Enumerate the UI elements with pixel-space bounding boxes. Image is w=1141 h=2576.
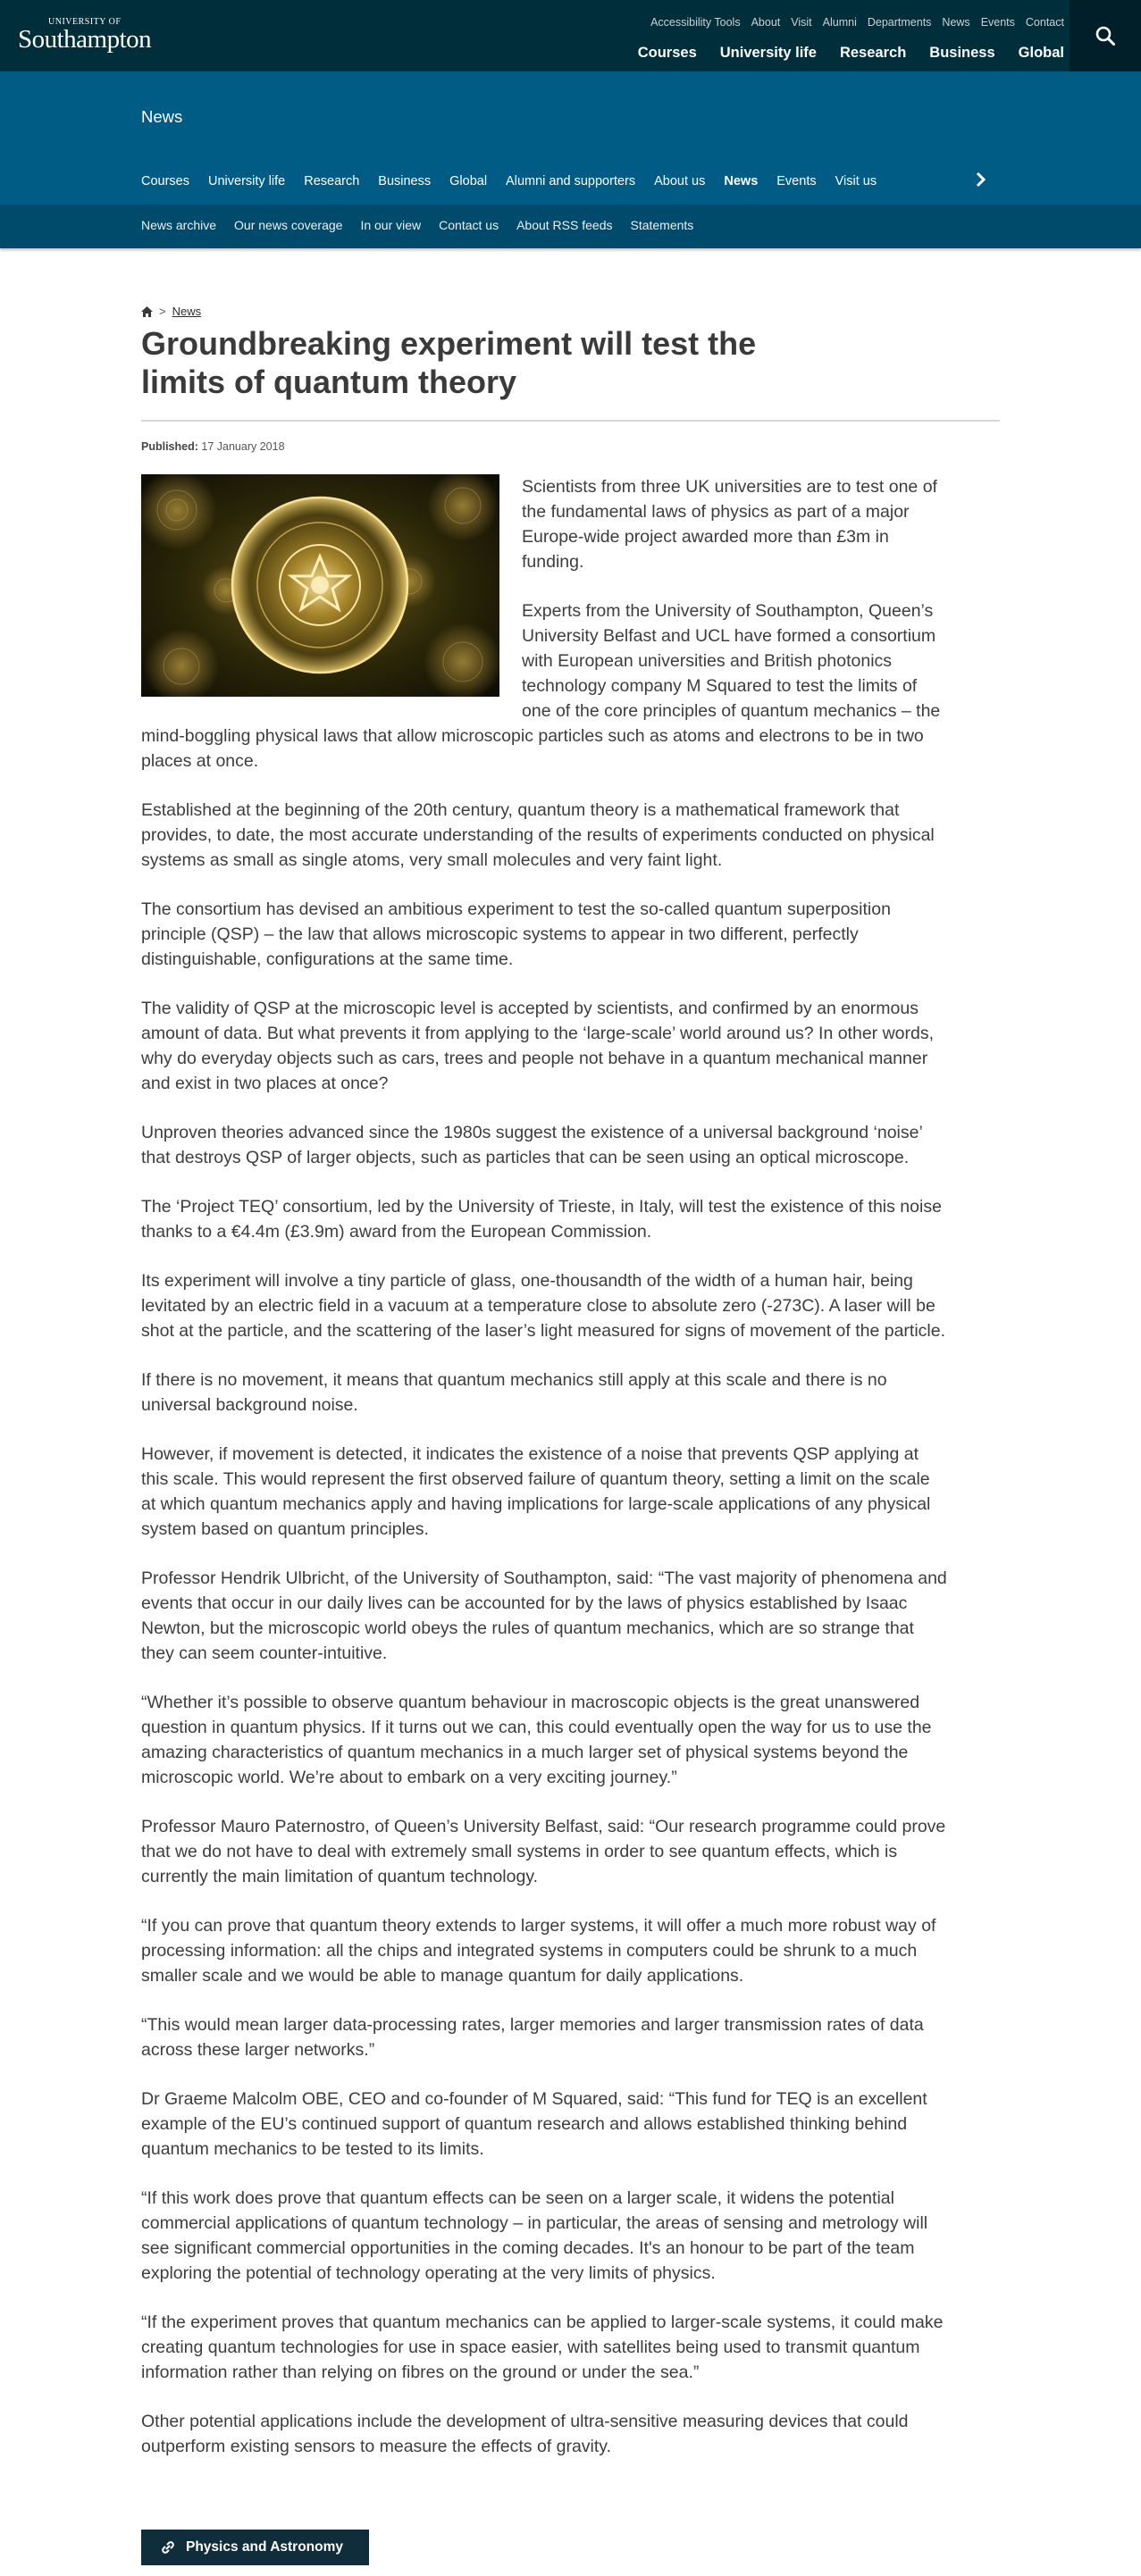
main-nav-university-life[interactable]: University life (719, 45, 817, 61)
physics-and-astronomy-label: Physics and Astronomy (186, 2539, 344, 2555)
article-paragraph: The ‘Project TEQ’ consortium, led by the University of Trieste, in Italy, will test the existence of this noise thanks to a €4.4m (£3.9m) award from the European Commission. (141, 1197, 942, 1242)
main-nav-business[interactable]: Business (929, 45, 995, 61)
main-nav-global[interactable]: Global (1018, 45, 1064, 61)
top-bar (0, 0, 1141, 71)
section-nav-events[interactable]: Events (776, 174, 817, 188)
link-icon (161, 2540, 175, 2555)
search-button[interactable] (1070, 0, 1141, 71)
section-nav-about-us[interactable]: About us (654, 174, 706, 188)
article-paragraph: “Whether it’s possible to observe quantum behaviour in macroscopic objects is the great unanswered question in quantum physics. If it turns out we can, this could eventually open the way for us to use the amazing characteristics of quantum mechanics in a much larger set of physical systems beyond the microscopic world. We’re about to embark on a very exciting journey.” (141, 1693, 932, 1787)
subnav-our-news-coverage[interactable]: Our news coverage (234, 218, 343, 232)
article-paragraph: “If this work does prove that quantum effects can be seen on a larger scale, it widens the potential commercial applications of quantum technology – in particular, the areas of sensing and metrology will see significant commercial opportunities in the coming decades. It's an honour to be part of the team exploring the potential of technology operating at the very limits of physics. (141, 2188, 928, 2283)
section-subnav (141, 218, 693, 232)
util-link-alumni[interactable]: Alumni (822, 16, 857, 29)
util-link-news[interactable]: News (942, 16, 970, 29)
util-link-accessibility-tools[interactable]: Accessibility Tools (650, 16, 741, 29)
chevron-right-icon (974, 170, 988, 189)
section-nav (141, 174, 877, 188)
article-paragraph: However, if movement is detected, it indicates the existence of a noise that prevents QSP applying at this scale. This would represent the first observed failure of quantum theory, setting a limit on the scale at which quantum mechanics apply and having implications for large-scale applications of any physical system based on quantum principles. (141, 1444, 931, 1539)
article-paragraph: “If you can prove that quantum theory extends to larger systems, it will offer a much more robust way of processing information: all the chips and integrated systems in computers could be shrunk to a much smaller scale and we would be able to manage quantum for daily applications. (141, 1916, 936, 1986)
section-nav-business[interactable]: Business (378, 174, 432, 188)
article-paragraph: The validity of QSP at the microscopic level is accepted by scientists, and confirmed by an enormous amount of data. But what prevents it from applying to the ‘large-scale’ world around us? In other words, why do everyday objects such as cars, trees and people not behave in a quantum mechanical manner and exist in two places at once? (141, 999, 935, 1093)
section-nav-alumni[interactable]: Alumni and supporters (506, 174, 636, 188)
util-link-events[interactable]: Events (980, 16, 1015, 29)
article-paragraph: Its experiment will involve a tiny particle of glass, one-thousandth of the width of a human hair, being levitated by an electric field in a vacuum at a temperature close to absolute zero (-273C). A laser will be shot at the particle, and the scattering of the laser’s light measured for signs of movement of the particle. (141, 1271, 946, 1341)
article-paragraph: Professor Hendrik Ulbricht, of the University of Southampton, said: “The vast majority of phenomena and events that occur in our daily lives can be accounted for by the laws of physics established by Isaac Newton, but the microscopic world obeys the rules of quantum mechanics, which are so strange that they can seem counter-intuitive. (141, 1568, 947, 1663)
article-paragraph: The consortium has devised an ambitious experiment to test the so-called quantum superposition principle (QSP) – the law that allows microscopic systems to appear in two different, perfectly distinguishable, configurations at the same time. (141, 899, 891, 969)
breadcrumb-separator: > (159, 305, 166, 318)
published-label: Published: (141, 440, 198, 453)
quantum-fractal-image (141, 474, 499, 697)
article-body (141, 474, 949, 2483)
section-nav-next-button[interactable] (974, 170, 988, 194)
search-icon (1095, 25, 1116, 46)
home-icon[interactable] (141, 306, 153, 317)
logo-small-text: UNIVERSITY OF (48, 17, 122, 27)
breadcrumb-news-link[interactable]: News (172, 305, 202, 318)
section-subnav-bar (0, 205, 1141, 248)
section-header (0, 71, 1141, 205)
main-nav-research[interactable]: Research (839, 45, 907, 61)
article-paragraph: Established at the beginning of the 20th century, quantum theory is a mathematical framework that provides, to date, the most accurate understanding of the results of experiments conducted on physical systems as small as single atoms, very small molecules and very faint light. (141, 800, 935, 870)
article-paragraph: “This would mean larger data-processing rates, larger memories and larger transmission rates of data across these larger networks.” (141, 2015, 924, 2060)
published-date (141, 440, 285, 453)
subnav-in-our-view[interactable]: In our view (360, 218, 422, 232)
util-link-contact[interactable]: Contact (1025, 16, 1064, 29)
section-nav-global[interactable]: Global (449, 174, 488, 188)
university-logo[interactable] (18, 18, 151, 53)
subnav-contact-us[interactable]: Contact us (439, 218, 499, 232)
util-link-about[interactable]: About (751, 16, 781, 29)
article-paragraph: Dr Graeme Malcolm OBE, CEO and co-founder of M Squared, said: “This fund for TEQ is an excellent example of the EU’s continued support of quantum research and allows established thinking behind quantum mechanics to be tested to its limits. (141, 2089, 927, 2159)
article-paragraph: “If the experiment proves that quantum mechanics can be applied to larger-scale systems, it could make creating quantum technologies for use in space easier, with satellites being used to transmit quantum information rather than relying on fibres on the ground or under the sea.” (141, 2313, 944, 2382)
article-paragraph: If there is no movement, it means that quantum mechanics still apply at this scale and there is no universal background noise. (141, 1370, 887, 1415)
breadcrumb (141, 305, 201, 318)
title-divider (141, 420, 1000, 422)
section-nav-news[interactable]: News (724, 174, 759, 188)
util-link-visit[interactable]: Visit (791, 16, 812, 29)
logo-big-text: Southampton (18, 25, 152, 54)
main-nav (638, 45, 1064, 62)
section-title: News (141, 107, 183, 126)
article-paragraph: Experts from the University of Southampton, Queen’s University Belfast and UCL have formed a consortium with European universities and British photonics technology company M Squared to test the limits of one of the core principles of quantum mechanics – the mind-boggling physical laws that allow microscopic particles such as atoms and electrons to be in two places at once. (141, 601, 941, 771)
section-nav-university-life[interactable]: University life (208, 174, 286, 188)
main-nav-courses[interactable]: Courses (637, 45, 697, 61)
subnav-about-rss-feeds[interactable]: About RSS feeds (516, 218, 613, 232)
article-paragraph: Scientists from three UK universities are to test one of the fundamental laws of physics as part of a major Europe-wide project awarded more than £3m in funding. (522, 477, 937, 572)
subnav-statements[interactable]: Statements (630, 218, 694, 232)
util-link-departments[interactable]: Departments (867, 16, 932, 29)
section-nav-research[interactable]: Research (304, 174, 360, 188)
section-nav-visit-us[interactable]: Visit us (835, 174, 877, 188)
article-title: Groundbreaking experiment will test the limits of quantum theory (141, 325, 757, 400)
section-nav-courses[interactable]: Courses (141, 174, 189, 188)
article-paragraph: Professor Mauro Paternostro, of Queen’s University Belfast, said: “Our research programme could prove that we do not have to deal with extremely small systems in order to see quantum effects, which is currently the main limitation of quantum technology. (141, 1817, 946, 1886)
published-date-value: 17 January 2018 (201, 440, 285, 453)
subnav-news-archive[interactable]: News archive (141, 218, 217, 232)
article-paragraph: Unproven theories advanced since the 1980s suggest the existence of a universal background ‘noise’ that destroys QSP of larger objects, such as particles that can be seen using an optical microscope. (141, 1123, 923, 1167)
article-paragraph: Other potential applications include the development of ultra-sensitive measuring devices that could outperform existing sensors to measure the effects of gravity. (141, 2412, 909, 2456)
physics-and-astronomy-button[interactable] (141, 2530, 369, 2565)
utility-nav (650, 16, 1064, 29)
